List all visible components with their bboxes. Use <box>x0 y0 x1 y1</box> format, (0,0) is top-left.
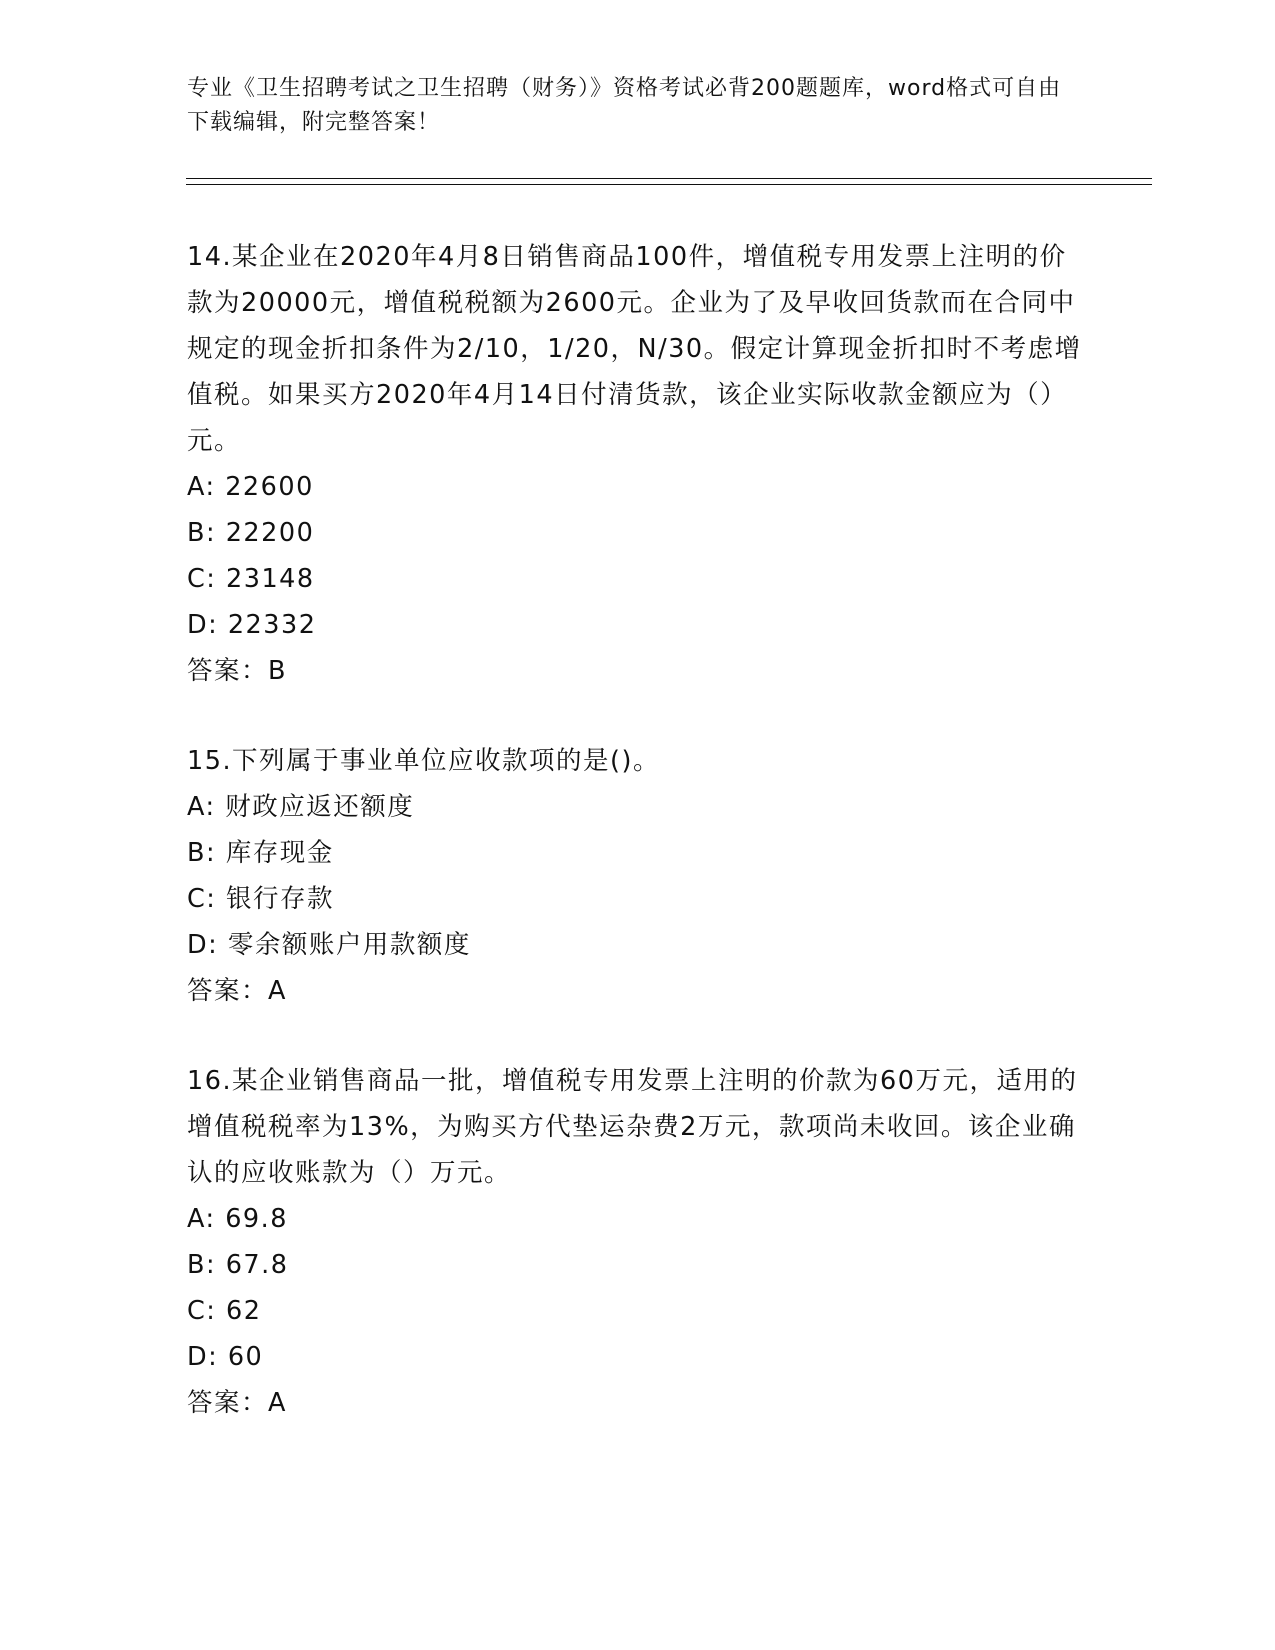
option-c: C: 23148 <box>187 564 315 594</box>
question-16 <box>187 1058 1087 1426</box>
option-c: C: 银行存款 <box>187 884 335 914</box>
option-d: D: 60 <box>187 1342 264 1372</box>
option-d: D: 22332 <box>187 610 317 640</box>
option-c: C: 62 <box>187 1296 262 1326</box>
document-header: 专业《卫生招聘考试之卫生招聘（财务）》资格考试必背200题题库，word格式可自由下载编辑，附完整答案！ <box>187 76 1062 135</box>
question-list <box>187 234 1087 1426</box>
answer: 答案：A <box>187 1388 287 1418</box>
option-b: B: 67.8 <box>187 1250 289 1280</box>
option-a: A: 69.8 <box>187 1204 288 1234</box>
answer: 答案：A <box>187 976 287 1006</box>
question-stem: 16.某企业销售商品一批，增值税专用发票上注明的价款为60万元，适用的增值税税率为13%，为购买方代垫运杂费2万元，款项尚未收回。该企业确认的应收账款为（）万元。 <box>187 1066 1078 1188</box>
option-d: D: 零余额账户用款额度 <box>187 930 471 960</box>
option-a: A: 财政应返还额度 <box>187 792 415 822</box>
question-15 <box>187 738 1087 1014</box>
question-14 <box>187 234 1087 694</box>
header-rule-top <box>186 178 1152 179</box>
option-b: B: 22200 <box>187 518 315 548</box>
question-stem: 15.下列属于事业单位应收款项的是()。 <box>187 746 660 776</box>
answer: 答案：B <box>187 656 287 686</box>
header-rule-bottom <box>186 184 1152 185</box>
option-a: A: 22600 <box>187 472 314 502</box>
question-stem: 14.某企业在2020年4月8日销售商品100件，增值税专用发票上注明的价款为20000元，增值税税额为2600元。企业为了及早收回货款而在合同中规定的现金折扣条件为2/10，1/20，N/30。假定计算现金折扣时不考虑增值税。如果买方2020年4月14日付清货款，该企业实际收款金额应为（）元。 <box>187 242 1082 456</box>
option-b: B: 库存现金 <box>187 838 334 868</box>
